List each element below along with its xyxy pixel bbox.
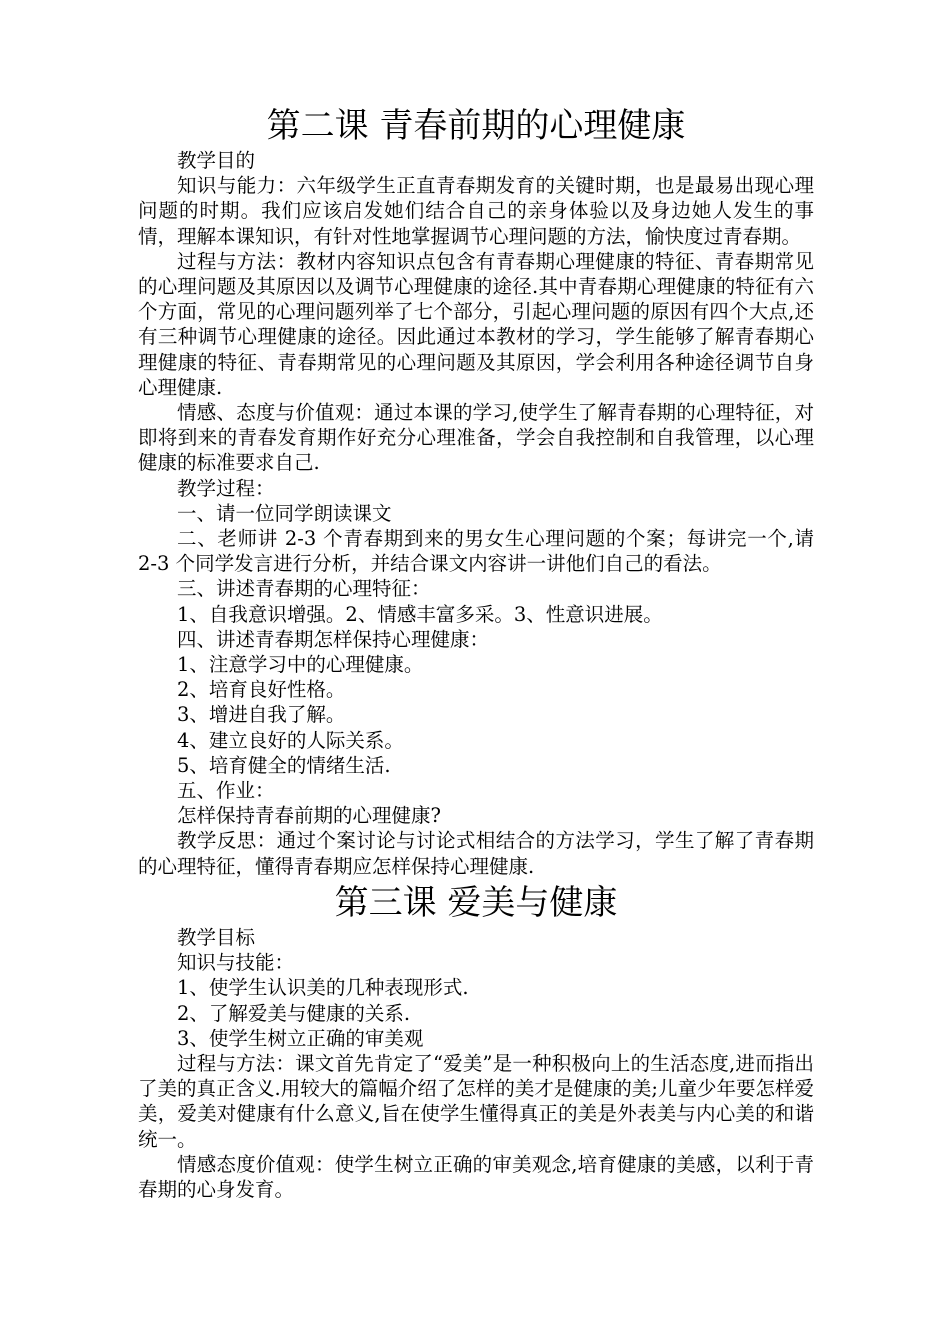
paragraph: 2、了解爱美与健康的关系. xyxy=(177,1001,411,1025)
paragraph: 3、增进自我了解。 xyxy=(177,703,346,727)
paragraph: 情感、态度与价值观：通过本课的学习,使学生了解青春期的心理特征，对即将到来的青春发育期作好充分心理准备，学会自我控制和自我管理，以心理健康的标准要求自己. xyxy=(138,401,814,475)
paragraph: 教学过程： xyxy=(177,476,275,500)
paragraph: 1、自我意识增强。2、情感丰富多采。3、性意识进展。 xyxy=(177,602,663,626)
paragraph: 一、请一位同学朗读课文 xyxy=(177,501,392,525)
paragraph: 4、建立良好的人际关系。 xyxy=(177,728,404,752)
paragraph: 教学目标 xyxy=(177,925,256,949)
lesson2-body xyxy=(138,148,814,879)
paragraph: 1、注意学习中的心理健康。 xyxy=(177,653,424,677)
paragraph: 3、使学生树立正确的审美观 xyxy=(177,1026,424,1050)
paragraph: 2、培育良好性格。 xyxy=(177,678,346,702)
document-page xyxy=(138,104,814,1202)
lesson2-title: 第二课 青春前期的心理健康 xyxy=(266,106,686,146)
paragraph: 情感态度价值观：使学生树立正确的审美观念,培育健康的美感，以利于青春期的心身发育。 xyxy=(138,1152,814,1201)
paragraph: 二、老师讲 2-3 个青春期到来的男女生心理问题的个案；每讲完一个,请 2-3 个同学发言进行分析，并结合课文内容讲一讲他们自己的看法。 xyxy=(138,527,814,576)
lesson3-body xyxy=(138,925,814,1202)
paragraph: 1、使学生认识美的几种表现形式. xyxy=(177,976,469,1000)
paragraph: 过程与方法：教材内容知识点包含有青春期心理健康的特征、青春期常见的心理问题及其原因以及调节心理健康的途径.其中青春期心理健康的特征有六个方面，常见的心理问题列举了七个部分，引起心理问题的原因有四个大点,还有三种调节心理健康的途径。因此通过本教材的学习，学生能够了解青春期心理健康的特征、青春期常见的心理问题及其原因，学会利用各种途径调节自身心理健康. xyxy=(138,249,814,399)
paragraph: 怎样保持青春前期的心理健康? xyxy=(177,804,441,828)
paragraph: 知识与技能： xyxy=(177,951,295,975)
paragraph: 教学目的 xyxy=(177,149,256,172)
paragraph: 五、作业： xyxy=(177,779,275,803)
paragraph: 知识与能力：六年级学生正直青春期发育的关键时期，也是最易出现心理问题的时期。我们应该启发她们结合自己的亲身体验以及身边她人发生的事情，理解本课知识，有针对性地掌握调节心理问题的方法，愉快度过青春期。 xyxy=(138,174,814,248)
lesson3-title: 第三课 爱美与健康 xyxy=(334,882,618,923)
paragraph: 四、讲述青春期怎样保持心理健康： xyxy=(177,627,490,651)
paragraph: 教学反思：通过个案讨论与讨论式相结合的方法学习，学生了解了青春期的心理特征，懂得青春期应怎样保持心理健康. xyxy=(138,829,814,878)
paragraph: 5、培育健全的情绪生活. xyxy=(177,753,391,777)
paragraph: 三、讲述青春期的心理特征： xyxy=(177,577,431,601)
paragraph: 过程与方法：课文首先肯定了“爱美”是一种积极向上的生活态度,进而指出了美的真正含义.用较大的篇幅介绍了怎样的美才是健康的美;儿童少年要怎样爱美，爱美对健康有什么意义,旨在使学生懂得真正的美是外表美与内心美的和谐统一。 xyxy=(138,1051,814,1151)
